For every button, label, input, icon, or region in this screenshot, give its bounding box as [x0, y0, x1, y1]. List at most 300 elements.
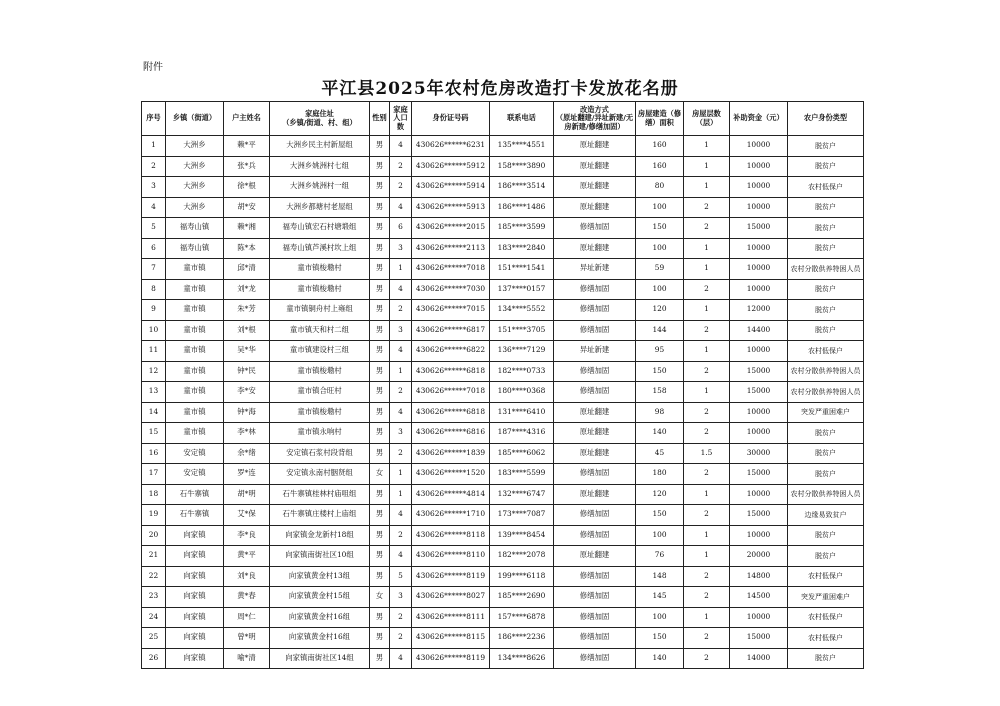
cell-subsidy: 15000	[730, 361, 788, 382]
cell-id-number: 430626******6822	[412, 341, 490, 362]
cell-renovation-method: 原址翻建	[554, 177, 636, 198]
cell-family-size: 4	[390, 505, 412, 526]
cell-renovation-method: 原址翻建	[554, 484, 636, 505]
cell-renovation-method: 修缮加固	[554, 279, 636, 300]
cell-gender: 男	[370, 341, 390, 362]
header-area: 房屋建造（修缮）面积	[636, 102, 684, 136]
cell-area: 160	[636, 136, 684, 157]
cell-household-type: 边缘易致贫户	[788, 505, 864, 526]
cell-floors: 1	[684, 607, 730, 628]
cell-address: 向家镇黄金村16组	[270, 628, 370, 649]
cell-renovation-method: 原址翻建	[554, 423, 636, 444]
cell-renovation-method: 原址翻建	[554, 402, 636, 423]
cell-floors: 1	[684, 177, 730, 198]
cell-family-size: 3	[390, 320, 412, 341]
cell-phone: 134****8626	[490, 648, 554, 669]
cell-area: 180	[636, 464, 684, 485]
cell-phone: 186****1486	[490, 197, 554, 218]
cell-renovation-method: 修缮加固	[554, 505, 636, 526]
cell-area: 160	[636, 156, 684, 177]
cell-town: 石牛寨镇	[166, 505, 224, 526]
cell-id-number: 430626******8119	[412, 566, 490, 587]
cell-floors: 2	[684, 361, 730, 382]
cell-household-type: 农村低保户	[788, 341, 864, 362]
cell-seq: 17	[142, 464, 166, 485]
cell-id-number: 430626******1520	[412, 464, 490, 485]
cell-floors: 2	[684, 197, 730, 218]
roster-body	[142, 136, 864, 669]
cell-renovation-method: 修缮加固	[554, 587, 636, 608]
cell-town: 安定镇	[166, 443, 224, 464]
cell-subsidy: 15000	[730, 382, 788, 403]
cell-gender: 男	[370, 648, 390, 669]
table-row	[142, 505, 864, 526]
cell-id-number: 430626******8027	[412, 587, 490, 608]
cell-area: 100	[636, 607, 684, 628]
cell-renovation-method: 修缮加固	[554, 320, 636, 341]
cell-family-size: 2	[390, 628, 412, 649]
table-row	[142, 525, 864, 546]
cell-subsidy: 10000	[730, 238, 788, 259]
cell-subsidy: 15000	[730, 505, 788, 526]
cell-id-number: 430626******8115	[412, 628, 490, 649]
cell-gender: 男	[370, 443, 390, 464]
cell-phone: 183****2840	[490, 238, 554, 259]
cell-town: 童市镇	[166, 382, 224, 403]
table-row	[142, 464, 864, 485]
cell-address: 向家镇南街社区14组	[270, 648, 370, 669]
cell-household-type: 农村低保户	[788, 177, 864, 198]
cell-seq: 23	[142, 587, 166, 608]
cell-gender: 男	[370, 218, 390, 239]
cell-household-type: 脱贫户	[788, 136, 864, 157]
cell-householder: 李*良	[224, 525, 270, 546]
cell-family-size: 3	[390, 587, 412, 608]
cell-household-type: 农村低保户	[788, 566, 864, 587]
cell-subsidy: 14500	[730, 587, 788, 608]
cell-subsidy: 10000	[730, 156, 788, 177]
cell-floors: 1	[684, 259, 730, 280]
cell-gender: 男	[370, 423, 390, 444]
cell-phone: 134****5552	[490, 300, 554, 321]
cell-subsidy: 15000	[730, 218, 788, 239]
cell-address: 向家镇黄金村15组	[270, 587, 370, 608]
cell-gender: 男	[370, 525, 390, 546]
header-renovation-method: 改造方式 （原址翻建/异址新建/无房新建/修缮加固）	[554, 102, 636, 136]
table-row	[142, 361, 864, 382]
header-household-type: 农户身份类型	[788, 102, 864, 136]
cell-gender: 男	[370, 607, 390, 628]
cell-subsidy: 10000	[730, 423, 788, 444]
cell-address: 童市镇永响村	[270, 423, 370, 444]
cell-household-type: 脱贫户	[788, 218, 864, 239]
cell-subsidy: 10000	[730, 136, 788, 157]
cell-area: 158	[636, 382, 684, 403]
header-id-number: 身份证号码	[412, 102, 490, 136]
cell-seq: 26	[142, 648, 166, 669]
cell-seq: 21	[142, 546, 166, 567]
cell-phone: 182****0733	[490, 361, 554, 382]
cell-family-size: 2	[390, 525, 412, 546]
table-row	[142, 341, 864, 362]
cell-seq: 16	[142, 443, 166, 464]
cell-household-type: 脱贫户	[788, 300, 864, 321]
cell-seq: 10	[142, 320, 166, 341]
cell-family-size: 1	[390, 361, 412, 382]
cell-address: 向家镇黄金村16组	[270, 607, 370, 628]
cell-family-size: 3	[390, 423, 412, 444]
cell-family-size: 4	[390, 402, 412, 423]
cell-town: 安定镇	[166, 464, 224, 485]
cell-household-type: 脱贫户	[788, 546, 864, 567]
table-row	[142, 546, 864, 567]
cell-town: 童市镇	[166, 279, 224, 300]
cell-floors: 2	[684, 320, 730, 341]
cell-phone: 199****6118	[490, 566, 554, 587]
cell-id-number: 430626******1710	[412, 505, 490, 526]
header-gender: 性别	[370, 102, 390, 136]
table-row	[142, 628, 864, 649]
cell-householder: 吴*华	[224, 341, 270, 362]
cell-renovation-method: 原址翻建	[554, 156, 636, 177]
table-row	[142, 587, 864, 608]
cell-floors: 1	[684, 341, 730, 362]
cell-seq: 18	[142, 484, 166, 505]
cell-renovation-method: 修缮加固	[554, 628, 636, 649]
cell-address: 向家镇黄金村13组	[270, 566, 370, 587]
cell-household-type: 农村分散供养特困人员	[788, 382, 864, 403]
cell-floors: 2	[684, 648, 730, 669]
cell-phone: 180****0368	[490, 382, 554, 403]
cell-family-size: 2	[390, 443, 412, 464]
cell-phone: 131****6410	[490, 402, 554, 423]
cell-subsidy: 10000	[730, 279, 788, 300]
cell-town: 大洲乡	[166, 136, 224, 157]
cell-seq: 15	[142, 423, 166, 444]
cell-town: 童市镇	[166, 259, 224, 280]
cell-subsidy: 30000	[730, 443, 788, 464]
cell-area: 100	[636, 197, 684, 218]
cell-area: 100	[636, 238, 684, 259]
cell-householder: 赖*湘	[224, 218, 270, 239]
cell-householder: 胡*明	[224, 484, 270, 505]
cell-gender: 男	[370, 402, 390, 423]
cell-gender: 男	[370, 566, 390, 587]
cell-subsidy: 14000	[730, 648, 788, 669]
cell-floors: 1	[684, 546, 730, 567]
cell-address: 大洲乡姚洲村一组	[270, 177, 370, 198]
cell-floors: 2	[684, 402, 730, 423]
cell-seq: 6	[142, 238, 166, 259]
header-family-size: 家庭人口数	[390, 102, 412, 136]
cell-address: 大洲乡都塘村老屋组	[270, 197, 370, 218]
table-row	[142, 238, 864, 259]
cell-town: 福寿山镇	[166, 218, 224, 239]
cell-floors: 1	[684, 136, 730, 157]
header-seq: 序号	[142, 102, 166, 136]
cell-subsidy: 20000	[730, 546, 788, 567]
cell-family-size: 4	[390, 279, 412, 300]
cell-household-type: 脱贫户	[788, 238, 864, 259]
cell-renovation-method: 原址翻建	[554, 546, 636, 567]
cell-household-type: 农村低保户	[788, 628, 864, 649]
cell-gender: 男	[370, 505, 390, 526]
cell-subsidy: 10000	[730, 177, 788, 198]
cell-id-number: 430626******6231	[412, 136, 490, 157]
cell-town: 童市镇	[166, 402, 224, 423]
table-row	[142, 566, 864, 587]
cell-floors: 1	[684, 300, 730, 321]
cell-address: 石牛寨镇庄楼村上庙组	[270, 505, 370, 526]
cell-family-size: 2	[390, 607, 412, 628]
cell-householder: 李*安	[224, 382, 270, 403]
cell-id-number: 430626******7018	[412, 259, 490, 280]
cell-family-size: 4	[390, 648, 412, 669]
cell-gender: 男	[370, 156, 390, 177]
cell-seq: 20	[142, 525, 166, 546]
cell-area: 100	[636, 279, 684, 300]
cell-id-number: 430626******2113	[412, 238, 490, 259]
cell-family-size: 4	[390, 341, 412, 362]
cell-address: 福寿山镇宏石村塘塅组	[270, 218, 370, 239]
cell-householder: 朱*芳	[224, 300, 270, 321]
cell-householder: 周*仁	[224, 607, 270, 628]
cell-phone: 173****7087	[490, 505, 554, 526]
cell-householder: 罗*连	[224, 464, 270, 485]
cell-address: 大洲乡民主村新屋组	[270, 136, 370, 157]
cell-address: 童市镇铜舟村上雍组	[270, 300, 370, 321]
cell-family-size: 1	[390, 484, 412, 505]
cell-floors: 1	[684, 156, 730, 177]
cell-phone: 151****3705	[490, 320, 554, 341]
cell-address: 大洲乡姚洲村七组	[270, 156, 370, 177]
cell-household-type: 脱贫户	[788, 320, 864, 341]
table-row	[142, 607, 864, 628]
cell-family-size: 2	[390, 382, 412, 403]
cell-household-type: 突发严重困难户	[788, 587, 864, 608]
cell-household-type: 农村低保户	[788, 607, 864, 628]
cell-householder: 余*绪	[224, 443, 270, 464]
cell-renovation-method: 修缮加固	[554, 300, 636, 321]
cell-family-size: 4	[390, 136, 412, 157]
cell-seq: 19	[142, 505, 166, 526]
cell-gender: 男	[370, 238, 390, 259]
table-row	[142, 484, 864, 505]
cell-seq: 5	[142, 218, 166, 239]
roster-table	[141, 101, 864, 669]
cell-address: 童市镇建设村三组	[270, 341, 370, 362]
cell-seq: 3	[142, 177, 166, 198]
cell-gender: 男	[370, 320, 390, 341]
cell-phone: 158****3890	[490, 156, 554, 177]
cell-household-type: 脱贫户	[788, 525, 864, 546]
cell-id-number: 430626******7015	[412, 300, 490, 321]
cell-gender: 男	[370, 382, 390, 403]
cell-householder: 陈*本	[224, 238, 270, 259]
cell-householder: 刘*龙	[224, 279, 270, 300]
cell-gender: 男	[370, 279, 390, 300]
cell-floors: 1	[684, 238, 730, 259]
cell-address: 童市镇天和村二组	[270, 320, 370, 341]
cell-town: 童市镇	[166, 361, 224, 382]
cell-family-size: 2	[390, 300, 412, 321]
cell-town: 童市镇	[166, 300, 224, 321]
cell-householder: 李*林	[224, 423, 270, 444]
header-address: 家庭住址 （乡镇/街道、村、组）	[270, 102, 370, 136]
cell-id-number: 430626******4814	[412, 484, 490, 505]
cell-phone: 151****1541	[490, 259, 554, 280]
cell-phone: 185****6062	[490, 443, 554, 464]
table-row	[142, 402, 864, 423]
cell-id-number: 430626******6818	[412, 361, 490, 382]
cell-gender: 男	[370, 177, 390, 198]
cell-phone: 157****6878	[490, 607, 554, 628]
cell-seq: 11	[142, 341, 166, 362]
cell-household-type: 脱贫户	[788, 648, 864, 669]
cell-town: 大洲乡	[166, 156, 224, 177]
cell-address: 安定镇石浆村段背组	[270, 443, 370, 464]
table-row	[142, 648, 864, 669]
cell-floors: 1	[684, 382, 730, 403]
cell-town: 向家镇	[166, 607, 224, 628]
cell-phone: 182****2078	[490, 546, 554, 567]
cell-householder: 喻*清	[224, 648, 270, 669]
cell-family-size: 5	[390, 566, 412, 587]
cell-floors: 1.5	[684, 443, 730, 464]
cell-gender: 女	[370, 464, 390, 485]
cell-area: 98	[636, 402, 684, 423]
cell-area: 150	[636, 218, 684, 239]
cell-area: 148	[636, 566, 684, 587]
cell-renovation-method: 修缮加固	[554, 382, 636, 403]
cell-phone: 139****8454	[490, 525, 554, 546]
cell-town: 向家镇	[166, 546, 224, 567]
cell-gender: 男	[370, 546, 390, 567]
cell-renovation-method: 异址新建	[554, 259, 636, 280]
cell-householder: 徐*根	[224, 177, 270, 198]
cell-subsidy: 15000	[730, 628, 788, 649]
cell-area: 150	[636, 628, 684, 649]
cell-seq: 13	[142, 382, 166, 403]
cell-renovation-method: 修缮加固	[554, 525, 636, 546]
cell-renovation-method: 修缮加固	[554, 361, 636, 382]
cell-gender: 女	[370, 587, 390, 608]
cell-renovation-method: 原址翻建	[554, 238, 636, 259]
header-floors: 房屋层数（层）	[684, 102, 730, 136]
cell-area: 80	[636, 177, 684, 198]
cell-gender: 男	[370, 300, 390, 321]
cell-householder: 曾*明	[224, 628, 270, 649]
table-row	[142, 259, 864, 280]
cell-seq: 2	[142, 156, 166, 177]
cell-address: 童市镇梭墈村	[270, 259, 370, 280]
cell-floors: 1	[684, 484, 730, 505]
cell-householder: 张*兵	[224, 156, 270, 177]
cell-phone: 186****2236	[490, 628, 554, 649]
cell-household-type: 农村分散供养特困人员	[788, 484, 864, 505]
cell-id-number: 430626******8118	[412, 525, 490, 546]
cell-id-number: 430626******7030	[412, 279, 490, 300]
cell-household-type: 突发严重困难户	[788, 402, 864, 423]
cell-renovation-method: 原址翻建	[554, 197, 636, 218]
cell-subsidy: 10000	[730, 402, 788, 423]
header-town: 乡镇（街道）	[166, 102, 224, 136]
cell-id-number: 430626******5912	[412, 156, 490, 177]
cell-town: 向家镇	[166, 566, 224, 587]
cell-householder: 刘*良	[224, 566, 270, 587]
cell-seq: 4	[142, 197, 166, 218]
cell-address: 安定镇永南村胭贤组	[270, 464, 370, 485]
cell-id-number: 430626******5913	[412, 197, 490, 218]
cell-renovation-method: 原址翻建	[554, 443, 636, 464]
cell-address: 向家镇南街社区10组	[270, 546, 370, 567]
cell-subsidy: 15000	[730, 464, 788, 485]
attachment-label: 附件	[143, 62, 163, 73]
cell-area: 120	[636, 484, 684, 505]
cell-family-size: 1	[390, 259, 412, 280]
cell-id-number: 430626******5914	[412, 177, 490, 198]
cell-householder: 赖*平	[224, 136, 270, 157]
cell-renovation-method: 修缮加固	[554, 607, 636, 628]
header-subsidy: 补助资金（元）	[730, 102, 788, 136]
cell-renovation-method: 修缮加固	[554, 566, 636, 587]
cell-phone: 186****3514	[490, 177, 554, 198]
cell-town: 童市镇	[166, 341, 224, 362]
cell-area: 140	[636, 423, 684, 444]
cell-phone: 183****5599	[490, 464, 554, 485]
table-row	[142, 279, 864, 300]
cell-floors: 2	[684, 279, 730, 300]
cell-family-size: 6	[390, 218, 412, 239]
cell-town: 童市镇	[166, 423, 224, 444]
cell-id-number: 430626******6816	[412, 423, 490, 444]
cell-phone: 185****2690	[490, 587, 554, 608]
cell-address: 童市镇梭墈村	[270, 279, 370, 300]
cell-area: 76	[636, 546, 684, 567]
cell-renovation-method: 异址新建	[554, 341, 636, 362]
cell-floors: 2	[684, 464, 730, 485]
cell-renovation-method: 修缮加固	[554, 464, 636, 485]
cell-area: 45	[636, 443, 684, 464]
cell-householder: 钟*海	[224, 402, 270, 423]
cell-area: 150	[636, 361, 684, 382]
table-row	[142, 136, 864, 157]
cell-householder: 钟*民	[224, 361, 270, 382]
cell-floors: 2	[684, 218, 730, 239]
cell-phone: 136****7129	[490, 341, 554, 362]
cell-household-type: 农村分散供养特困人员	[788, 259, 864, 280]
cell-town: 向家镇	[166, 648, 224, 669]
cell-renovation-method: 修缮加固	[554, 218, 636, 239]
cell-householder: 邱*清	[224, 259, 270, 280]
cell-id-number: 430626******8119	[412, 648, 490, 669]
cell-floors: 2	[684, 628, 730, 649]
cell-town: 大洲乡	[166, 177, 224, 198]
cell-town: 石牛寨镇	[166, 484, 224, 505]
cell-gender: 男	[370, 628, 390, 649]
table-row	[142, 443, 864, 464]
cell-floors: 2	[684, 566, 730, 587]
table-row	[142, 423, 864, 444]
cell-family-size: 2	[390, 177, 412, 198]
table-row	[142, 156, 864, 177]
cell-gender: 男	[370, 259, 390, 280]
cell-seq: 12	[142, 361, 166, 382]
table-row	[142, 320, 864, 341]
table-row	[142, 177, 864, 198]
cell-floors: 2	[684, 423, 730, 444]
cell-household-type: 脱贫户	[788, 443, 864, 464]
